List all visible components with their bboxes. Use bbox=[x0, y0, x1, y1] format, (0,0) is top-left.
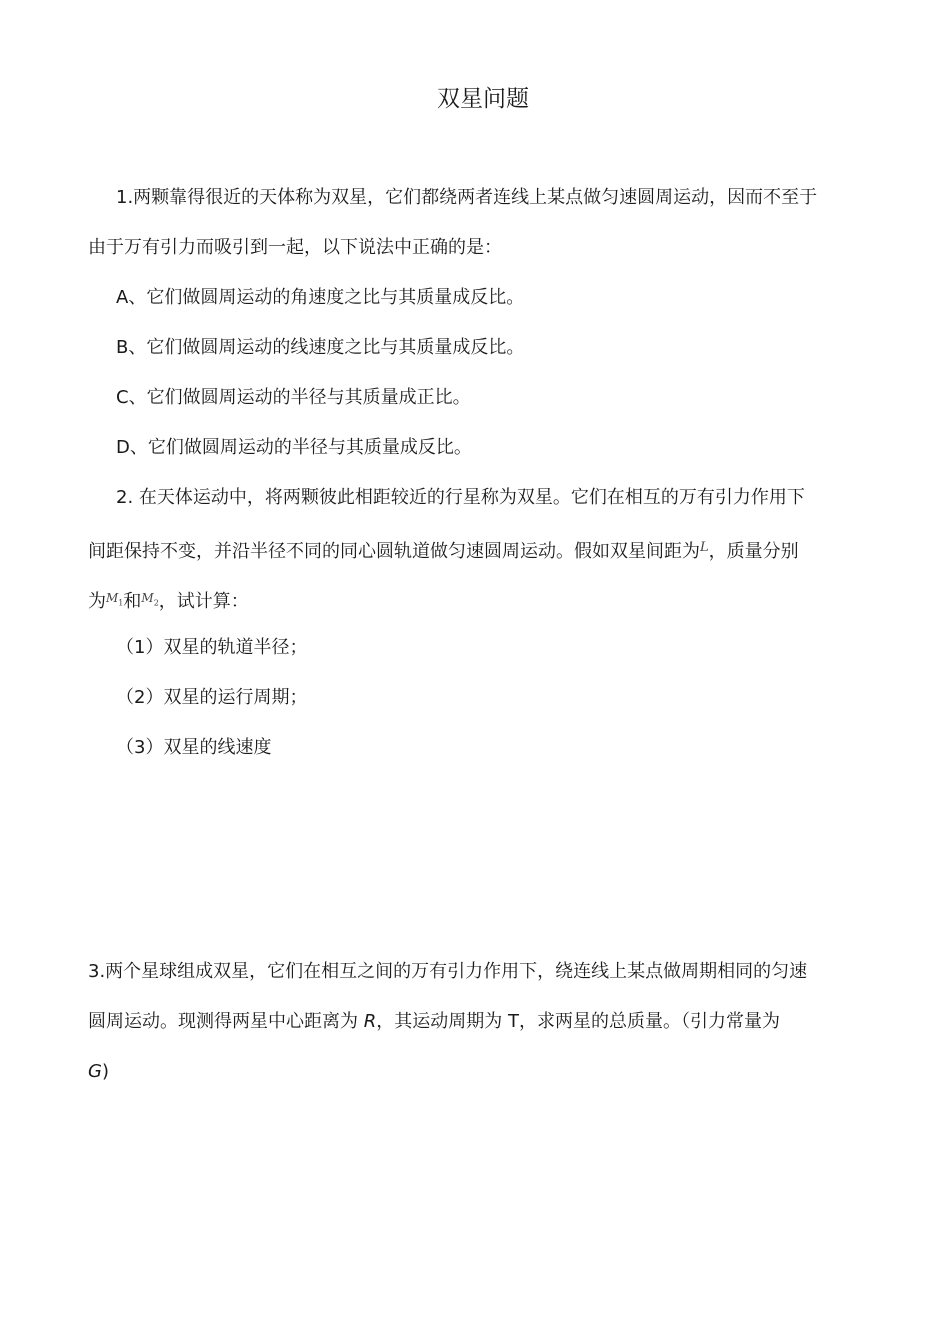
q1-line-2: 由于万有引力而吸引到一起，以下说法中正确的是： bbox=[88, 237, 502, 258]
variable-R: R bbox=[363, 1011, 377, 1032]
variable-L: L bbox=[700, 540, 709, 555]
q2-sub-2: （2）双星的运行周期； bbox=[116, 687, 308, 708]
variable-M2 bbox=[141, 591, 159, 608]
q3-line-2-tail: ，其运动周期为 T，求两星的总质量。（引力常量为 bbox=[376, 1011, 780, 1032]
page-title: 双星问题 bbox=[437, 86, 529, 112]
q3-line-3-tail: ) bbox=[101, 1061, 109, 1082]
q2-line-1: 2. 在天体运动中，将两颗彼此相距较近的行星称为双星。它们在相互的万有引力作用下 bbox=[116, 487, 805, 508]
q1-option-a: A、它们做圆周运动的角速度之比与其质量成反比。 bbox=[116, 287, 525, 308]
q1-option-c: C、它们做圆周运动的半径与其质量成正比。 bbox=[116, 387, 471, 408]
q2-line-3 bbox=[88, 586, 249, 615]
q1-option-d: D、它们做圆周运动的半径与其质量成反比。 bbox=[116, 437, 472, 458]
variable-G: G bbox=[88, 1061, 102, 1082]
q2-sub-1: （1）双星的轨道半径； bbox=[116, 637, 308, 658]
q2-line-3-and: 和 bbox=[123, 591, 142, 612]
q1-line-1: 1.两颗靠得很近的天体称为双星，它们都绕两者连线上某点做匀速圆周运动，因而不至于 bbox=[116, 187, 818, 208]
variable-M2-base: M bbox=[141, 591, 154, 605]
variable-M2-subscript: 2 bbox=[153, 598, 159, 608]
variable-M1 bbox=[106, 591, 124, 608]
q3-line-3 bbox=[88, 1060, 109, 1084]
q2-sub-3: （3）双星的线速度 bbox=[116, 737, 272, 758]
q2-line-3-prefix: 为 bbox=[88, 591, 106, 612]
q2-line-2-text: 间距保持不变，并沿半径不同的同心圆轨道做匀速圆周运动。假如双星间距为 bbox=[88, 541, 700, 562]
q3-line-2-text: 圆周运动。现测得两星中心距离为 bbox=[88, 1011, 364, 1032]
q3-line-1: 3.两个星球组成双星，它们在相互之间的万有引力作用下，绕连线上某点做周期相同的匀速 bbox=[88, 961, 808, 982]
q2-line-3-tail: ，试计算： bbox=[158, 591, 249, 612]
variable-M1-base: M bbox=[106, 591, 119, 605]
q2-line-2-tail: ，质量分别 bbox=[708, 541, 799, 562]
variable-M1-subscript: 1 bbox=[118, 598, 124, 608]
q1-option-b: B、它们做圆周运动的线速度之比与其质量成反比。 bbox=[116, 337, 525, 358]
q2-line-2 bbox=[88, 536, 799, 564]
q3-line-2 bbox=[88, 1010, 780, 1034]
